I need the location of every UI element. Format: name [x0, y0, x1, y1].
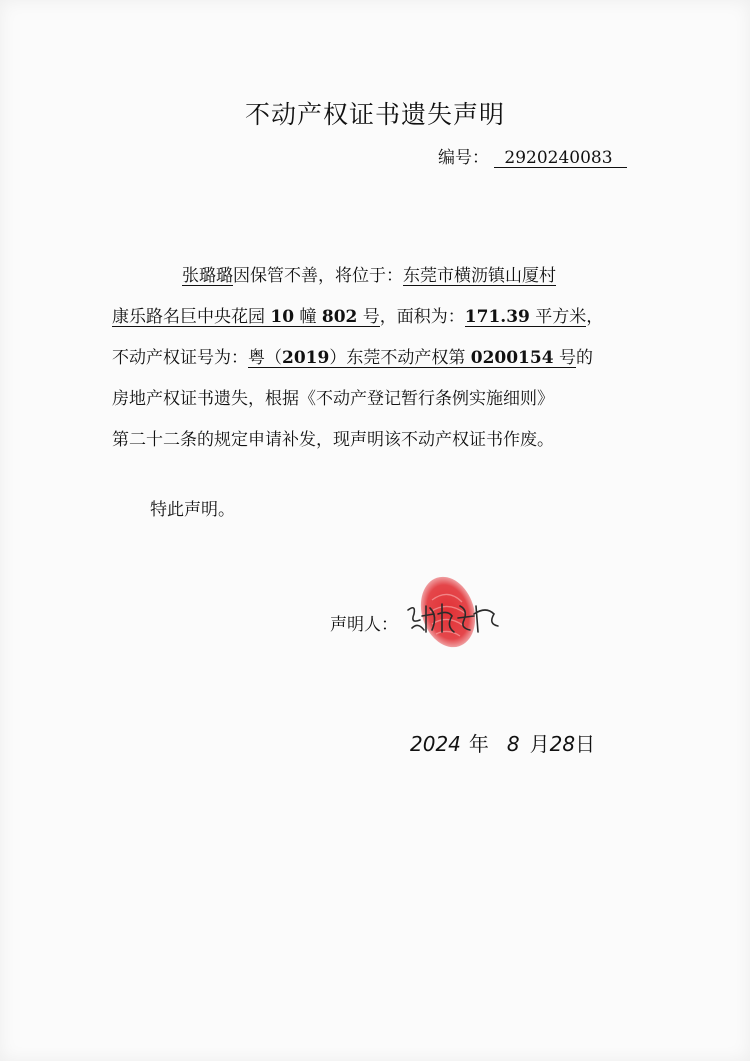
- text-segment: 号: [357, 307, 380, 327]
- number-value: 2920240083: [494, 149, 626, 168]
- closing-statement: 特此声明。: [150, 500, 235, 520]
- cert-suffix: 号: [553, 348, 576, 368]
- address-part-2: [112, 308, 380, 327]
- area-value: [465, 308, 586, 327]
- date-month-unit: 月: [529, 732, 550, 756]
- address-part-1: 东莞市横沥镇山厦村: [403, 266, 556, 286]
- number-label: 编号：: [438, 148, 489, 168]
- text-segment: ，: [586, 307, 604, 327]
- paragraph-line-2: [112, 297, 642, 338]
- paragraph-line-3: [112, 338, 642, 379]
- date-day-unit: 日: [575, 732, 596, 756]
- declaration-paragraph: [112, 256, 642, 461]
- paragraph-line-4: 房地产权证书遗失，根据《不动产登记暂行条例实施细则》: [112, 389, 554, 409]
- date-month: 8: [506, 732, 520, 756]
- building-number: 10: [270, 307, 295, 327]
- red-fingerprint-seal: [402, 570, 502, 652]
- text-segment: ，面积为：: [379, 307, 465, 327]
- declaration-date: [410, 728, 595, 757]
- declarant-label: 声明人：: [330, 615, 398, 635]
- address-street: 康乐路名巨中央花园: [112, 307, 271, 327]
- text-segment: 不动产权证号为：: [112, 348, 248, 368]
- text-segment: 因保管不善，将位于：: [233, 266, 403, 286]
- date-year: 2024: [410, 732, 461, 756]
- text-segment: 的: [575, 348, 593, 368]
- cert-middle: ）东莞不动产权第: [329, 348, 471, 368]
- declarant-line: [330, 610, 398, 635]
- paragraph-line-1: [112, 256, 642, 297]
- room-number: 802: [321, 307, 358, 327]
- document-number: [438, 143, 627, 168]
- cert-year: 2019: [282, 348, 330, 368]
- document-title: 不动产权证书遗失声明: [244, 100, 505, 129]
- certificate-number: [248, 349, 576, 368]
- cert-serial: 0200154: [470, 348, 554, 368]
- cert-prefix: 粤（: [248, 348, 282, 368]
- paragraph-line-5: 第二十二条的规定申请补发，现声明该不动产权证书作废。: [112, 430, 554, 450]
- date-year-unit: 年: [468, 732, 489, 756]
- owner-name: 张璐璐: [182, 266, 233, 286]
- area-number: 171.39: [464, 307, 530, 327]
- area-unit: 平方米: [529, 307, 587, 327]
- text-segment: 幢: [294, 307, 322, 327]
- date-day: 28: [549, 732, 576, 756]
